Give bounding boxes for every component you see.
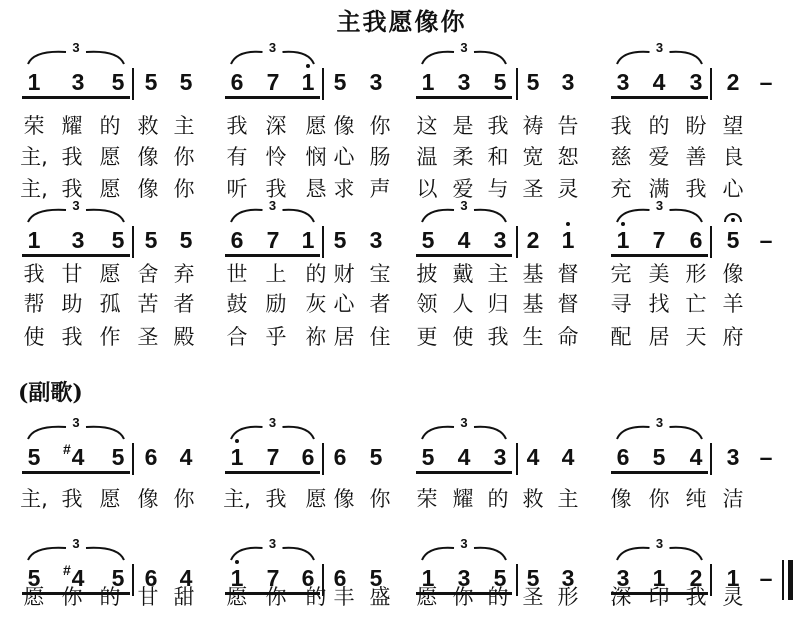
bar-line — [322, 443, 324, 475]
lyric-char: 居 — [333, 325, 355, 349]
lyric-char: 我 — [610, 114, 632, 138]
lyric-char: 宝 — [369, 262, 391, 286]
lyric-char: 我 — [685, 177, 707, 201]
lyric-char: 基 — [522, 262, 544, 286]
note: 4 — [652, 69, 666, 95]
lyric-char: 人 — [452, 292, 474, 316]
lyric-char: 督 — [557, 292, 579, 316]
lyric-char: 你 — [173, 145, 195, 169]
lyric-char: 纯 — [685, 487, 707, 511]
lyric-char: 作 — [99, 325, 121, 349]
note: 7 — [266, 69, 280, 95]
lyric-char: 使 — [452, 325, 474, 349]
lyric-char: 圣 — [137, 325, 159, 349]
lyric-char: 听 — [226, 177, 248, 201]
lyric-char: 主 — [487, 262, 509, 286]
triplet-number: 3 — [655, 198, 664, 213]
lyric-char: 居 — [648, 325, 670, 349]
lyric-char: 像 — [137, 487, 159, 511]
lyric-char: 灵 — [557, 177, 579, 201]
note: 5 — [179, 69, 193, 95]
lyric-char: 肠 — [369, 145, 391, 169]
note: – — [759, 565, 773, 591]
lyric-char: 愿 — [305, 114, 327, 138]
lyric-char: 像 — [137, 145, 159, 169]
lyric-char: 戴 — [452, 262, 474, 286]
lyric-char: 像 — [722, 262, 744, 286]
lyric-char: 满 — [648, 177, 670, 201]
lyric-char: 天 — [685, 325, 707, 349]
lyric-char: 更 — [416, 325, 438, 349]
lyric-char: 愿 — [99, 177, 121, 201]
lyric-char: 盛 — [369, 585, 391, 609]
lyric-char: 祷 — [522, 114, 544, 138]
lyric-char: 灰 — [305, 292, 327, 316]
lyric-char: 你 — [173, 487, 195, 511]
note: 5 — [111, 227, 125, 253]
beam-underline — [22, 96, 130, 99]
note: – — [759, 444, 773, 470]
lyric-char: 恕 — [557, 145, 579, 169]
note: 5 — [111, 565, 125, 591]
lyric-char: 配 — [610, 325, 632, 349]
lyric-char: 你 — [369, 114, 391, 138]
bar-line — [322, 68, 324, 100]
note: 1 — [222, 445, 252, 469]
bar-line — [132, 226, 134, 258]
triplet-number: 3 — [460, 40, 468, 55]
note: 1 — [27, 227, 41, 253]
lyric-char: 世 — [226, 262, 248, 286]
lyric-char: 亡 — [685, 292, 707, 316]
lyric-char: 主, — [223, 487, 251, 511]
lyric-char: 你 — [265, 585, 287, 609]
note: 5 — [369, 444, 383, 470]
triplet-number: 3 — [268, 536, 277, 551]
lyric-char: 深 — [265, 114, 287, 138]
note: 5 — [333, 69, 347, 95]
lyric-char: 寻 — [610, 292, 632, 316]
note: 7 — [266, 227, 280, 253]
note: 5 — [144, 69, 158, 95]
lyric-char: 主, — [20, 145, 48, 169]
lyric-char: 心 — [722, 177, 744, 201]
beam-underline — [416, 254, 512, 257]
final-bar-thin — [782, 560, 784, 600]
bar-line — [710, 226, 712, 258]
lyric-char: 愿 — [305, 487, 327, 511]
lyric-char: 像 — [610, 487, 632, 511]
lyric-char: 恳 — [305, 177, 327, 201]
lyric-char: 像 — [333, 114, 355, 138]
note: 3 — [561, 565, 575, 591]
lyric-char: 我 — [685, 585, 707, 609]
note: 3 — [493, 227, 507, 253]
lyric-char: 督 — [557, 262, 579, 286]
lyric-char: 弃 — [173, 262, 195, 286]
note: 5 — [726, 227, 740, 253]
triplet-number: 3 — [655, 40, 664, 55]
bar-line — [322, 226, 324, 258]
lyric-char: 愿 — [226, 585, 248, 609]
lyric-char: 良 — [722, 145, 744, 169]
lyric-char: 合 — [226, 325, 248, 349]
triplet-number: 3 — [460, 415, 468, 430]
lyric-char: 这 — [416, 114, 438, 138]
note: 6 — [301, 444, 315, 470]
lyric-char: 财 — [333, 262, 355, 286]
note: 5 — [421, 444, 435, 470]
lyric-char: 乎 — [265, 325, 287, 349]
note: 3 — [369, 69, 383, 95]
triplet-number: 3 — [655, 415, 664, 430]
triplet-number: 3 — [460, 198, 468, 213]
lyric-char: 我 — [61, 177, 83, 201]
note: 5 — [333, 227, 347, 253]
lyric-char: 像 — [137, 177, 159, 201]
lyric-char: 愿 — [99, 145, 121, 169]
bar-line — [710, 68, 712, 100]
note: 1 — [27, 69, 41, 95]
note: 6 — [301, 565, 315, 591]
lyric-char: 你 — [173, 177, 195, 201]
note: 4 — [457, 227, 471, 253]
note: 5 — [526, 69, 540, 95]
octave-dot — [235, 560, 239, 564]
lyric-char: 望 — [722, 114, 744, 138]
lyric-char: 宽 — [522, 145, 544, 169]
triplet-number: 3 — [72, 536, 80, 551]
lyric-char: 圣 — [522, 585, 544, 609]
fermata-dot — [731, 218, 735, 222]
note: 4 — [179, 444, 193, 470]
note: 3 — [561, 69, 575, 95]
lyric-char: 找 — [648, 292, 670, 316]
note — [63, 441, 93, 470]
note: 1 — [293, 70, 323, 94]
lyric-char: 我 — [226, 114, 248, 138]
song-title: 主我愿像你 — [336, 7, 467, 36]
note: 1 — [726, 565, 740, 591]
lyric-char: 帮 — [23, 292, 45, 316]
lyric-char: 领 — [416, 292, 438, 316]
note: 1 — [222, 566, 252, 590]
lyric-char: 像 — [333, 487, 355, 511]
lyric-char: 愿 — [99, 487, 121, 511]
lyric-char: 舍 — [137, 262, 159, 286]
note: 1 — [421, 69, 435, 95]
lyric-char: 的 — [487, 487, 509, 511]
lyric-char: 悯 — [305, 145, 327, 169]
triplet-number: 3 — [460, 536, 468, 551]
lyric-char: 住 — [369, 325, 391, 349]
lyric-char: 荣 — [416, 487, 438, 511]
note: – — [759, 69, 773, 95]
lyric-char: 是 — [452, 114, 474, 138]
lyric-char: 我 — [487, 325, 509, 349]
bar-line — [710, 443, 712, 475]
lyric-char: 形 — [557, 585, 579, 609]
lyric-char: 者 — [173, 292, 195, 316]
lyric-char: 使 — [23, 325, 45, 349]
note: 6 — [230, 69, 244, 95]
lyric-char: 的 — [305, 585, 327, 609]
bar-line — [516, 226, 518, 258]
lyric-char: 洁 — [722, 487, 744, 511]
lyric-char: 你 — [61, 585, 83, 609]
beam-underline — [416, 96, 512, 99]
octave-dot — [306, 64, 310, 68]
lyric-char: 愿 — [416, 585, 438, 609]
note: 5 — [27, 565, 41, 591]
lyric-char: 耀 — [61, 114, 83, 138]
triplet-number: 3 — [72, 415, 80, 430]
lyric-char: 与 — [487, 177, 509, 201]
note: 1 — [553, 228, 583, 252]
lyric-char: 善 — [685, 145, 707, 169]
lyric-char: 甘 — [61, 262, 83, 286]
octave-dot — [621, 222, 625, 226]
note: 3 — [457, 69, 471, 95]
note: 5 — [369, 565, 383, 591]
lyric-char: 生 — [522, 325, 544, 349]
beam-underline — [611, 471, 708, 474]
lyric-char: 的 — [99, 585, 121, 609]
note: 6 — [333, 444, 347, 470]
sharp-sign: # — [63, 562, 71, 578]
lyric-char: 救 — [137, 114, 159, 138]
note: – — [759, 227, 773, 253]
lyric-char: 上 — [265, 262, 287, 286]
note: 3 — [689, 69, 703, 95]
lyric-char: 爱 — [452, 177, 474, 201]
lyric-char: 心 — [333, 145, 355, 169]
note: 6 — [144, 444, 158, 470]
triplet-number: 3 — [72, 198, 80, 213]
note: 3 — [71, 69, 85, 95]
lyric-char: 深 — [610, 585, 632, 609]
note: 3 — [493, 444, 507, 470]
note-digit: 4 — [71, 565, 85, 591]
lyric-char: 我 — [265, 177, 287, 201]
lyric-char: 盼 — [685, 114, 707, 138]
lyric-char: 殿 — [173, 325, 195, 349]
lyric-char: 爱 — [648, 145, 670, 169]
lyric-char: 我 — [23, 262, 45, 286]
note: 5 — [111, 69, 125, 95]
note: 1 — [421, 565, 435, 591]
note: 4 — [526, 444, 540, 470]
note: 5 — [144, 227, 158, 253]
note: 3 — [616, 565, 630, 591]
lyric-char: 孤 — [99, 292, 121, 316]
bar-line — [516, 68, 518, 100]
lyric-char: 甘 — [137, 585, 159, 609]
lyric-char: 救 — [522, 487, 544, 511]
lyric-char: 我 — [487, 114, 509, 138]
triplet-number: 3 — [268, 198, 277, 213]
lyric-char: 圣 — [522, 177, 544, 201]
lyric-char: 慈 — [610, 145, 632, 169]
beam-underline — [22, 254, 130, 257]
lyric-char: 形 — [685, 262, 707, 286]
note: 5 — [179, 227, 193, 253]
lyric-char: 灵 — [722, 585, 744, 609]
octave-dot — [566, 222, 570, 226]
lyric-char: 苦 — [137, 292, 159, 316]
lyric-char: 的 — [487, 585, 509, 609]
lyric-char: 温 — [416, 145, 438, 169]
note: 2 — [526, 227, 540, 253]
lyric-char: 和 — [487, 145, 509, 169]
note-digit: 4 — [71, 444, 85, 470]
triplet-number: 3 — [655, 536, 664, 551]
lyric-char: 命 — [557, 325, 579, 349]
lyric-char: 有 — [226, 145, 248, 169]
triplet-number: 3 — [268, 415, 277, 430]
lyric-char: 柔 — [452, 145, 474, 169]
note: 1 — [301, 227, 315, 253]
lyric-char: 主 — [173, 114, 195, 138]
lyric-char: 励 — [265, 292, 287, 316]
lyric-char: 愿 — [99, 262, 121, 286]
lyric-char: 丰 — [333, 585, 355, 609]
note: 5 — [493, 565, 507, 591]
bar-line — [132, 68, 134, 100]
note: 3 — [726, 444, 740, 470]
note: 1 — [608, 228, 638, 252]
lyric-char: 的 — [99, 114, 121, 138]
lyric-char: 基 — [522, 292, 544, 316]
lyric-char: 羊 — [722, 292, 744, 316]
lyric-char: 告 — [557, 114, 579, 138]
lyric-char: 归 — [487, 292, 509, 316]
lyric-char: 祢 — [305, 325, 327, 349]
triplet-number: 3 — [268, 40, 277, 55]
lyric-char: 鼓 — [226, 292, 248, 316]
lyric-char: 怜 — [265, 145, 287, 169]
lyric-char: 披 — [416, 262, 438, 286]
lyric-char: 你 — [648, 487, 670, 511]
note: 4 — [457, 444, 471, 470]
note: 2 — [689, 565, 703, 591]
beam-underline — [225, 471, 320, 474]
note: 3 — [616, 69, 630, 95]
note: 5 — [526, 565, 540, 591]
note: 7 — [266, 444, 280, 470]
lyric-char: 愿 — [23, 585, 45, 609]
octave-dot — [235, 439, 239, 443]
note: 3 — [457, 565, 471, 591]
lyric-char: 求 — [333, 177, 355, 201]
lyric-char: 我 — [61, 487, 83, 511]
lyric-char: 荣 — [23, 114, 45, 138]
note: 5 — [421, 227, 435, 253]
note: 3 — [71, 227, 85, 253]
lyric-char: 你 — [452, 585, 474, 609]
note: 4 — [561, 444, 575, 470]
note: 6 — [144, 565, 158, 591]
note: 5 — [111, 444, 125, 470]
lyric-char: 充 — [610, 177, 632, 201]
note: 2 — [726, 69, 740, 95]
lyric-char: 主 — [557, 487, 579, 511]
bar-line — [132, 443, 134, 475]
lyric-char: 美 — [648, 262, 670, 286]
note: 5 — [27, 444, 41, 470]
lyric-char: 助 — [61, 292, 83, 316]
note: 6 — [689, 227, 703, 253]
lyric-char: 以 — [416, 177, 438, 201]
sharp-sign: # — [63, 441, 71, 457]
final-bar-thick — [788, 560, 793, 600]
triplet-number: 3 — [72, 40, 80, 55]
beam-underline — [416, 471, 512, 474]
lyric-char: 我 — [61, 325, 83, 349]
lyric-char: 的 — [305, 262, 327, 286]
note: 1 — [652, 565, 666, 591]
lyric-char: 心 — [333, 292, 355, 316]
note: 5 — [652, 444, 666, 470]
beam-underline — [611, 254, 708, 257]
lyric-char: 的 — [648, 114, 670, 138]
note: 7 — [266, 565, 280, 591]
note: 4 — [689, 444, 703, 470]
lyric-char: 耀 — [452, 487, 474, 511]
note: 6 — [230, 227, 244, 253]
lyric-char: 主, — [20, 177, 48, 201]
lyric-char: 你 — [369, 487, 391, 511]
lyric-char: 者 — [369, 292, 391, 316]
lyric-char: 我 — [61, 145, 83, 169]
beam-underline — [225, 96, 320, 99]
lyric-char: 声 — [369, 177, 391, 201]
note: 7 — [652, 227, 666, 253]
beam-underline — [225, 254, 320, 257]
lyric-char: 主, — [20, 487, 48, 511]
lyric-char: 甜 — [173, 585, 195, 609]
lyric-char: 我 — [265, 487, 287, 511]
note: 4 — [179, 565, 193, 591]
note: 3 — [369, 227, 383, 253]
note: 6 — [616, 444, 630, 470]
beam-underline — [611, 96, 708, 99]
chorus-label: (副歌) — [18, 380, 83, 406]
note: 5 — [493, 69, 507, 95]
note: 6 — [333, 565, 347, 591]
bar-line — [516, 443, 518, 475]
lyric-char: 完 — [610, 262, 632, 286]
beam-underline — [22, 471, 130, 474]
lyric-char: 府 — [722, 325, 744, 349]
lyric-char: 印 — [648, 585, 670, 609]
